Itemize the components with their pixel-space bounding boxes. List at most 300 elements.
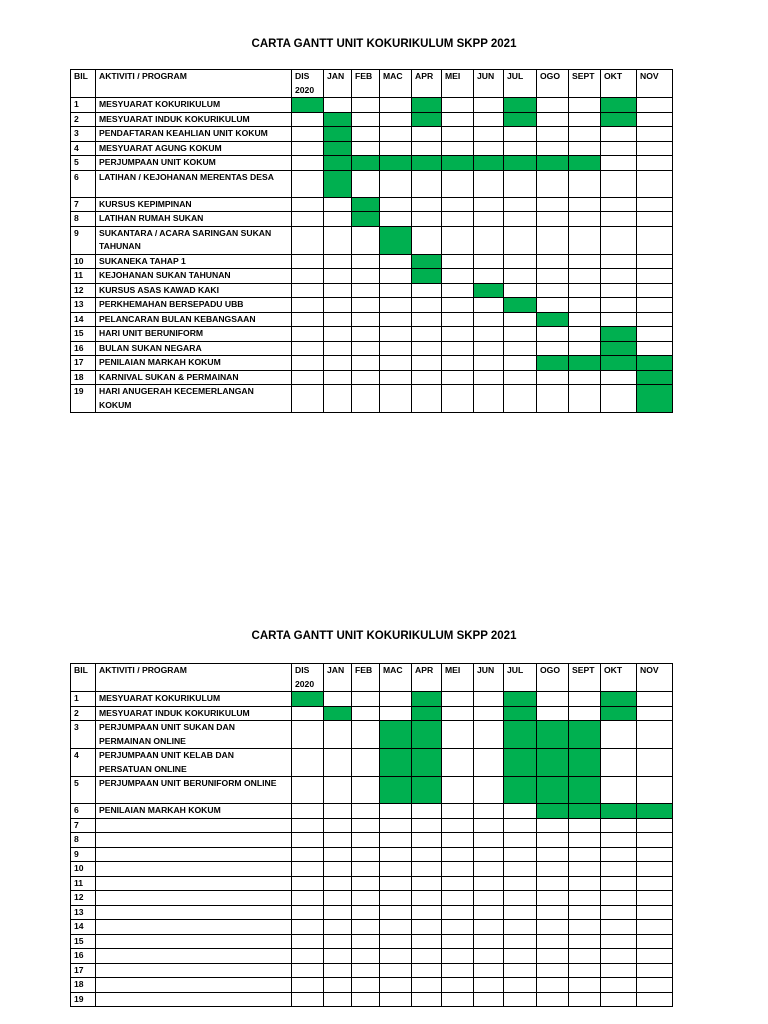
row-bil: 19 [71, 992, 96, 1007]
gantt-cell [442, 749, 474, 777]
gantt-cell-active [569, 721, 601, 749]
gantt-cell [324, 949, 352, 964]
gantt-cell [504, 370, 537, 385]
gantt-cell [292, 327, 324, 342]
gantt-cell [292, 847, 324, 862]
gantt-cell [412, 905, 442, 920]
gantt-cell [637, 978, 673, 993]
gantt-cell-active [412, 269, 442, 284]
gantt-cell [637, 170, 673, 197]
gantt-cell [412, 963, 442, 978]
gantt-cell [442, 920, 474, 935]
gantt-cell [504, 127, 537, 142]
row-bil: 4 [71, 749, 96, 777]
row-bil: 7 [71, 197, 96, 212]
gantt-cell [292, 876, 324, 891]
table-row [71, 254, 673, 269]
gantt-cell [324, 905, 352, 920]
gantt-cell [292, 891, 324, 906]
gantt-cell [504, 949, 537, 964]
gantt-cell [442, 212, 474, 227]
gantt-cell [474, 920, 504, 935]
gantt-cell [292, 170, 324, 197]
gantt-cell [601, 777, 637, 804]
table-row [71, 141, 673, 156]
gantt-cell [412, 978, 442, 993]
gantt-cell [352, 706, 380, 721]
row-activity: PENILAIAN MARKAH KOKUM [96, 356, 292, 371]
row-bil: 10 [71, 254, 96, 269]
gantt-cell [292, 963, 324, 978]
gantt-cell-active [504, 98, 537, 113]
gantt-cell [412, 170, 442, 197]
gantt-cell [474, 749, 504, 777]
gantt-cell [474, 891, 504, 906]
gantt-cell [442, 269, 474, 284]
gantt-cell [380, 905, 412, 920]
gantt-cell [637, 212, 673, 227]
gantt-cell [324, 920, 352, 935]
gantt-cell [324, 963, 352, 978]
row-activity: PERJUMPAAN UNIT SUKAN DAN PERMAINAN ONLINE [96, 721, 292, 749]
gantt-cell [504, 905, 537, 920]
gantt-cell [601, 992, 637, 1007]
gantt-cell [601, 312, 637, 327]
gantt-cell [324, 818, 352, 833]
table-row [71, 212, 673, 227]
gantt-cell [324, 226, 352, 254]
gantt-cell [601, 197, 637, 212]
gantt-cell-active [569, 777, 601, 804]
row-activity: KARNIVAL SUKAN & PERMAINAN [96, 370, 292, 385]
gantt-cell [442, 327, 474, 342]
gantt-cell [569, 341, 601, 356]
gantt-cell [569, 283, 601, 298]
row-bil: 2 [71, 112, 96, 127]
gantt-cell [442, 876, 474, 891]
gantt-cell [292, 749, 324, 777]
header-month: MEI [442, 664, 474, 692]
row-bil: 16 [71, 949, 96, 964]
gantt-cell [601, 862, 637, 877]
gantt-cell [380, 370, 412, 385]
gantt-cell [601, 370, 637, 385]
gantt-cell [292, 920, 324, 935]
gantt-cell [442, 692, 474, 707]
gantt-cell [352, 978, 380, 993]
row-bil: 3 [71, 721, 96, 749]
table-row [71, 905, 673, 920]
row-activity: HARI ANUGERAH KECEMERLANGAN KOKUM [96, 385, 292, 413]
gantt-cell-active [380, 156, 412, 171]
gantt-cell-active [637, 370, 673, 385]
gantt-cell [537, 98, 569, 113]
gantt-cell [474, 312, 504, 327]
gantt-cell [504, 862, 537, 877]
gantt-cell [324, 212, 352, 227]
header-month: DIS 2020 [292, 70, 324, 98]
row-activity [96, 963, 292, 978]
gantt-cell [474, 385, 504, 413]
gantt-cell [537, 934, 569, 949]
header-activity: AKTIVITI / PROGRAM [96, 70, 292, 98]
gantt-cell-active [601, 706, 637, 721]
header-month: DIS 2020 [292, 664, 324, 692]
gantt-cell [292, 341, 324, 356]
gantt-cell [569, 269, 601, 284]
gantt-cell [324, 356, 352, 371]
gantt-cell [504, 934, 537, 949]
gantt-cell [442, 283, 474, 298]
gantt-cell [537, 127, 569, 142]
gantt-cell [504, 226, 537, 254]
gantt-cell-active [324, 112, 352, 127]
gantt-cell [442, 706, 474, 721]
gantt-cell [474, 98, 504, 113]
gantt-cell [352, 905, 380, 920]
gantt-cell [412, 385, 442, 413]
gantt-cell [474, 963, 504, 978]
gantt-cell [380, 920, 412, 935]
gantt-cell [380, 283, 412, 298]
table-row [71, 127, 673, 142]
gantt-cell [569, 920, 601, 935]
gantt-cell [504, 312, 537, 327]
gantt-cell [352, 721, 380, 749]
gantt-cell [380, 141, 412, 156]
gantt-cell-active [601, 341, 637, 356]
gantt-cell [352, 269, 380, 284]
gantt-cell [352, 749, 380, 777]
gantt-cell [292, 804, 324, 819]
gantt-cell-active [601, 98, 637, 113]
row-activity: LATIHAN / KEJOHANAN MERENTAS DESA [96, 170, 292, 197]
gantt-cell [601, 749, 637, 777]
gantt-cell [352, 876, 380, 891]
gantt-cell [352, 891, 380, 906]
gantt-cell [569, 891, 601, 906]
gantt-cell-active [601, 327, 637, 342]
row-activity [96, 847, 292, 862]
header-month: JAN [324, 664, 352, 692]
gantt-cell-active [637, 804, 673, 819]
gantt-cell [637, 283, 673, 298]
gantt-cell [380, 862, 412, 877]
table-row [71, 226, 673, 254]
gantt-cell [324, 992, 352, 1007]
gantt-cell-active [537, 749, 569, 777]
gantt-cell [324, 370, 352, 385]
gantt-cell-active [412, 721, 442, 749]
gantt-cell-active [474, 283, 504, 298]
gantt-cell [537, 298, 569, 313]
header-month: SEPT [569, 70, 601, 98]
gantt-cell [504, 847, 537, 862]
gantt-table [70, 69, 673, 413]
gantt-cell [537, 269, 569, 284]
gantt-cell [474, 862, 504, 877]
header-month: OGO [537, 70, 569, 98]
gantt-cell [380, 98, 412, 113]
gantt-cell [601, 934, 637, 949]
gantt-cell [292, 934, 324, 949]
row-bil: 12 [71, 891, 96, 906]
gantt-cell [442, 949, 474, 964]
gantt-cell [474, 721, 504, 749]
gantt-cell [537, 992, 569, 1007]
gantt-cell [637, 934, 673, 949]
gantt-cell [324, 197, 352, 212]
table-row [71, 156, 673, 171]
row-activity: BULAN SUKAN NEGARA [96, 341, 292, 356]
header-month: MAC [380, 664, 412, 692]
gantt-cell [637, 721, 673, 749]
gantt-cell [380, 312, 412, 327]
row-activity: KURSUS ASAS KAWAD KAKI [96, 283, 292, 298]
row-bil: 5 [71, 156, 96, 171]
gantt-cell-active [569, 804, 601, 819]
gantt-cell [537, 963, 569, 978]
gantt-cell [537, 818, 569, 833]
gantt-cell [324, 269, 352, 284]
table-row [71, 356, 673, 371]
gantt-cell [504, 341, 537, 356]
header-month: OGO [537, 664, 569, 692]
gantt-cell [292, 212, 324, 227]
table-row [71, 992, 673, 1007]
gantt-cell [380, 978, 412, 993]
header-month: JUL [504, 664, 537, 692]
gantt-cell [324, 254, 352, 269]
gantt-cell [537, 876, 569, 891]
header-month: FEB [352, 664, 380, 692]
gantt-cell [380, 385, 412, 413]
gantt-cell [352, 862, 380, 877]
gantt-cell [292, 706, 324, 721]
gantt-cell [569, 98, 601, 113]
gantt-cell [474, 298, 504, 313]
gantt-cell [601, 170, 637, 197]
gantt-cell [324, 934, 352, 949]
row-activity [96, 833, 292, 848]
gantt-cell [442, 254, 474, 269]
gantt-cell [352, 847, 380, 862]
row-activity [96, 992, 292, 1007]
row-bil: 15 [71, 327, 96, 342]
gantt-cell [637, 777, 673, 804]
gantt-cell [569, 706, 601, 721]
gantt-cell [637, 876, 673, 891]
gantt-cell [324, 978, 352, 993]
row-activity [96, 920, 292, 935]
gantt-cell [537, 283, 569, 298]
gantt-cell [292, 721, 324, 749]
gantt-cell [324, 385, 352, 413]
gantt-cell [442, 905, 474, 920]
gantt-cell [637, 312, 673, 327]
row-bil: 4 [71, 141, 96, 156]
gantt-cell [474, 847, 504, 862]
gantt-cell [352, 934, 380, 949]
header-bil: BIL [71, 664, 96, 692]
gantt-cell [412, 370, 442, 385]
gantt-cell [352, 370, 380, 385]
gantt-cell [380, 833, 412, 848]
gantt-cell [380, 112, 412, 127]
row-bil: 8 [71, 212, 96, 227]
gantt-cell [442, 98, 474, 113]
gantt-cell-active [292, 692, 324, 707]
gantt-cell [601, 963, 637, 978]
gantt-cell [292, 833, 324, 848]
gantt-cell-active [380, 226, 412, 254]
gantt-cell [324, 804, 352, 819]
gantt-cell [504, 818, 537, 833]
gantt-cell [474, 170, 504, 197]
gantt-cell [352, 298, 380, 313]
gantt-cell [292, 777, 324, 804]
header-month: JAN [324, 70, 352, 98]
gantt-cell [504, 992, 537, 1007]
gantt-cell [569, 905, 601, 920]
gantt-cell [601, 905, 637, 920]
gantt-cell [292, 385, 324, 413]
gantt-cell [412, 847, 442, 862]
gantt-cell [637, 847, 673, 862]
gantt-cell-active [352, 197, 380, 212]
gantt-cell [380, 254, 412, 269]
header-month: SEPT [569, 664, 601, 692]
gantt-cell-active [380, 777, 412, 804]
gantt-cell [569, 226, 601, 254]
gantt-cell-active [601, 356, 637, 371]
row-activity [96, 934, 292, 949]
gantt-cell [412, 283, 442, 298]
gantt-cell [474, 706, 504, 721]
gantt-cell [474, 934, 504, 949]
table-row [71, 920, 673, 935]
gantt-cell [474, 370, 504, 385]
gantt-cell [412, 891, 442, 906]
gantt-cell [412, 804, 442, 819]
gantt-cell [380, 847, 412, 862]
gantt-cell [380, 356, 412, 371]
gantt-cell [352, 312, 380, 327]
gantt-cell [412, 341, 442, 356]
row-activity: MESYUARAT KOKURIKULUM [96, 692, 292, 707]
gantt-cell [352, 385, 380, 413]
gantt-cell [474, 254, 504, 269]
header-bil: BIL [71, 70, 96, 98]
gantt-cell [474, 692, 504, 707]
row-bil: 1 [71, 692, 96, 707]
gantt-cell [412, 862, 442, 877]
gantt-cell [442, 127, 474, 142]
gantt-cell [637, 226, 673, 254]
gantt-cell [537, 341, 569, 356]
gantt-cell [601, 949, 637, 964]
gantt-cell [412, 212, 442, 227]
gantt-cell [637, 254, 673, 269]
table-row [71, 833, 673, 848]
gantt-cell [637, 341, 673, 356]
gantt-cell [569, 978, 601, 993]
gantt-cell [474, 141, 504, 156]
gantt-cell [569, 992, 601, 1007]
gantt-cell-active [324, 127, 352, 142]
gantt-cell [380, 891, 412, 906]
gantt-cell [504, 891, 537, 906]
header-activity: AKTIVITI / PROGRAM [96, 664, 292, 692]
gantt-cell [380, 706, 412, 721]
gantt-cell [292, 312, 324, 327]
gantt-cell [637, 949, 673, 964]
gantt-cell [380, 341, 412, 356]
header-month: JUL [504, 70, 537, 98]
gantt-cell [352, 226, 380, 254]
gantt-cell [292, 226, 324, 254]
gantt-cell-active [412, 254, 442, 269]
gantt-cell [537, 226, 569, 254]
row-bil: 10 [71, 862, 96, 877]
gantt-cell [324, 692, 352, 707]
gantt-cell [442, 721, 474, 749]
row-bil: 11 [71, 269, 96, 284]
gantt-cell [412, 992, 442, 1007]
gantt-cell [601, 920, 637, 935]
row-activity: MESYUARAT AGUNG KOKUM [96, 141, 292, 156]
gantt-cell [324, 749, 352, 777]
gantt-cell [504, 269, 537, 284]
gantt-cell [569, 862, 601, 877]
gantt-cell [504, 385, 537, 413]
gantt-cell [324, 862, 352, 877]
row-bil: 11 [71, 876, 96, 891]
gantt-cell [352, 327, 380, 342]
row-bil: 8 [71, 833, 96, 848]
gantt-cell-active [504, 721, 537, 749]
gantt-cell [474, 978, 504, 993]
row-activity [96, 905, 292, 920]
row-activity: HARI UNIT BERUNIFORM [96, 327, 292, 342]
gantt-cell [637, 127, 673, 142]
gantt-cell [474, 197, 504, 212]
gantt-cell [637, 269, 673, 284]
gantt-cell [537, 385, 569, 413]
gantt-cell [324, 298, 352, 313]
header-month: FEB [352, 70, 380, 98]
row-activity: PERKHEMAHAN BERSEPADU UBB [96, 298, 292, 313]
gantt-cell [474, 127, 504, 142]
gantt-cell [442, 777, 474, 804]
gantt-cell-active [412, 692, 442, 707]
gantt-cell [504, 804, 537, 819]
header-month: OKT [601, 664, 637, 692]
header-month: JUN [474, 664, 504, 692]
row-activity: MESYUARAT INDUK KOKURIKULUM [96, 706, 292, 721]
gantt-cell-active [504, 156, 537, 171]
table-row [71, 934, 673, 949]
gantt-cell-active [380, 749, 412, 777]
table-row [71, 170, 673, 197]
gantt-cell [380, 804, 412, 819]
table-row [71, 749, 673, 777]
gantt-cell [442, 804, 474, 819]
gantt-cell [474, 327, 504, 342]
gantt-cell-active [412, 706, 442, 721]
gantt-cell [292, 197, 324, 212]
gantt-cell [637, 818, 673, 833]
